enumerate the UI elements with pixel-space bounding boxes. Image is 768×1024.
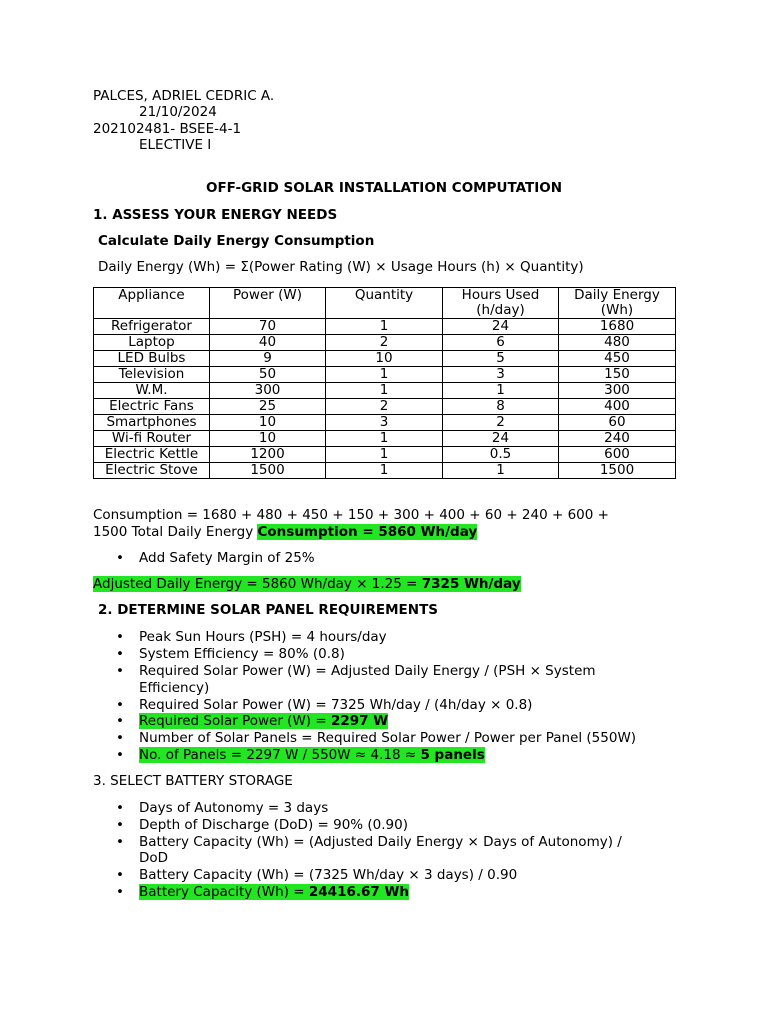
battery-capacity-formula: Battery Capacity (Wh) = (Adjusted Daily Energy × Days of Autonomy) /: [139, 834, 622, 850]
table-cell: 60: [559, 415, 676, 431]
required-power-formula-cont: Efficiency): [139, 680, 210, 696]
safety-margin-item: Add Safety Margin of 25%: [139, 550, 315, 566]
table-cell: 1: [443, 463, 559, 479]
table-cell: 2: [443, 415, 559, 431]
table-cell: 10: [210, 415, 326, 431]
table-header-row: [94, 288, 676, 319]
table-cell: 24: [443, 431, 559, 447]
table-cell: Wi-fi Router: [94, 431, 210, 447]
table-cell: Smartphones: [94, 415, 210, 431]
adjusted-energy-prefix: Adjusted Daily Energy = 5860 Wh/day × 1.25 =: [93, 576, 422, 592]
table-cell: 3: [443, 367, 559, 383]
section3-heading: 3. SELECT BATTERY STORAGE: [93, 773, 293, 789]
table-cell: Refrigerator: [94, 319, 210, 335]
section1-heading: 1. ASSESS YOUR ENERGY NEEDS: [93, 207, 338, 223]
student-name: PALCES, ADRIEL CEDRIC A.: [93, 88, 275, 104]
consumption-result-highlight: Consumption = 5860 Wh/day: [257, 524, 478, 540]
table-cell: LED Bulbs: [94, 351, 210, 367]
section1-subheading: Calculate Daily Energy Consumption: [98, 233, 375, 249]
table-row: [94, 335, 676, 351]
table-cell: 1200: [210, 447, 326, 463]
battery-capacity-result-value: 24416.67 Wh: [308, 884, 409, 900]
date: 21/10/2024: [139, 104, 217, 120]
adjusted-energy-result: 7325 Wh/day: [421, 576, 521, 592]
table-cell: 300: [210, 383, 326, 399]
table-cell: W.M.: [94, 383, 210, 399]
table-cell: 600: [559, 447, 676, 463]
table-row: [94, 447, 676, 463]
bullet: •: [116, 629, 124, 645]
document-title: OFF-GRID SOLAR INSTALLATION COMPUTATION: [205, 180, 563, 196]
table-row: [94, 367, 676, 383]
table-cell: Electric Stove: [94, 463, 210, 479]
required-power-result-value: 2297 W: [330, 713, 389, 729]
table-cell: 5: [443, 351, 559, 367]
table-cell: 1: [443, 383, 559, 399]
table-cell: 6: [443, 335, 559, 351]
table-row: [94, 319, 676, 335]
battery-capacity-formula-cont: DoD: [139, 850, 169, 866]
table-cell: 70: [210, 319, 326, 335]
consumption-total-line: [93, 524, 477, 540]
dod-item: Depth of Discharge (DoD) = 90% (0.90): [139, 817, 408, 833]
table-cell: 2: [326, 335, 443, 351]
table-cell: 40: [210, 335, 326, 351]
energy-table: [93, 287, 676, 479]
panels-result-value: 5 panels: [420, 747, 485, 763]
table-cell: 50: [210, 367, 326, 383]
table-row: [94, 399, 676, 415]
battery-capacity-result-highlight: [139, 884, 409, 900]
table-cell: Electric Kettle: [94, 447, 210, 463]
panels-result-highlight: [139, 747, 485, 763]
table-cell: 24: [443, 319, 559, 335]
panels-formula: Number of Solar Panels = Required Solar Power / Power per Panel (550W): [139, 730, 637, 746]
table-cell: 1: [326, 447, 443, 463]
table-cell: 300: [559, 383, 676, 399]
table-cell: 450: [559, 351, 676, 367]
table-cell: Electric Fans: [94, 399, 210, 415]
table-cell: 2: [326, 399, 443, 415]
table-row: [94, 415, 676, 431]
table-cell: 1500: [210, 463, 326, 479]
table-cell: Laptop: [94, 335, 210, 351]
bullet: •: [116, 646, 124, 662]
table-cell: 25: [210, 399, 326, 415]
consumption-total-prefix: 1500 Total Daily Energy: [93, 524, 258, 540]
section2-heading: 2. DETERMINE SOLAR PANEL REQUIREMENTS: [98, 602, 439, 618]
required-power-result-prefix: Required Solar Power (W) =: [139, 713, 331, 729]
table-row: [94, 463, 676, 479]
autonomy-item: Days of Autonomy = 3 days: [139, 800, 329, 816]
bullet: •: [116, 713, 124, 729]
required-power-formula: Required Solar Power (W) = Adjusted Daily Energy / (PSH × System: [139, 663, 596, 679]
psh-item: Peak Sun Hours (PSH) = 4 hours/day: [139, 629, 387, 645]
table-row: [94, 351, 676, 367]
table-cell: 1500: [559, 463, 676, 479]
column-header: Hours Used (h/day): [443, 288, 559, 319]
table-cell: Television: [94, 367, 210, 383]
table-cell: 10: [210, 431, 326, 447]
table-row: [94, 383, 676, 399]
table-cell: 240: [559, 431, 676, 447]
table-cell: 3: [326, 415, 443, 431]
table-cell: 8: [443, 399, 559, 415]
bullet: •: [116, 867, 124, 883]
table-cell: 400: [559, 399, 676, 415]
table-body: [94, 319, 676, 479]
daily-energy-formula: Daily Energy (Wh) = Σ(Power Rating (W) × Usage Hours (h) × Quantity): [98, 259, 584, 275]
bullet: •: [116, 747, 124, 763]
table-cell: 9: [210, 351, 326, 367]
table-cell: 1: [326, 367, 443, 383]
bullet: •: [116, 730, 124, 746]
table-cell: 150: [559, 367, 676, 383]
bullet: •: [116, 550, 124, 566]
column-header: Power (W): [210, 288, 326, 319]
bullet: •: [116, 800, 124, 816]
column-header: Daily Energy (Wh): [559, 288, 676, 319]
table-cell: 1: [326, 383, 443, 399]
column-header: Quantity: [326, 288, 443, 319]
battery-capacity-result-prefix: Battery Capacity (Wh) =: [139, 884, 309, 900]
panels-result-prefix: No. of Panels = 2297 W / 550W ≈ 4.18 ≈: [139, 747, 421, 763]
table-cell: 1: [326, 319, 443, 335]
bullet: •: [116, 834, 124, 850]
battery-capacity-calc: Battery Capacity (Wh) = (7325 Wh/day × 3 days) / 0.90: [139, 867, 518, 883]
bullet: •: [116, 663, 124, 679]
required-power-result-highlight: [139, 713, 388, 729]
table-cell: 10: [326, 351, 443, 367]
efficiency-item: System Efficiency = 80% (0.8): [139, 646, 345, 662]
course: ELECTIVE I: [139, 137, 212, 153]
table-cell: 1: [326, 431, 443, 447]
required-power-calc: Required Solar Power (W) = 7325 Wh/day / (4h/day × 0.8): [139, 697, 533, 713]
adjusted-energy-highlight: [93, 576, 521, 592]
column-header: Appliance: [94, 288, 210, 319]
consumption-sum-line: Consumption = 1680 + 480 + 450 + 150 + 300 + 400 + 60 + 240 + 600 +: [93, 507, 609, 523]
table-cell: 0.5: [443, 447, 559, 463]
bullet: •: [116, 697, 124, 713]
bullet: •: [116, 817, 124, 833]
table-cell: 1: [326, 463, 443, 479]
table-cell: 480: [559, 335, 676, 351]
bullet: •: [116, 884, 124, 900]
table-row: [94, 431, 676, 447]
student-id-section: 202102481- BSEE-4-1: [93, 121, 242, 137]
table-cell: 1680: [559, 319, 676, 335]
